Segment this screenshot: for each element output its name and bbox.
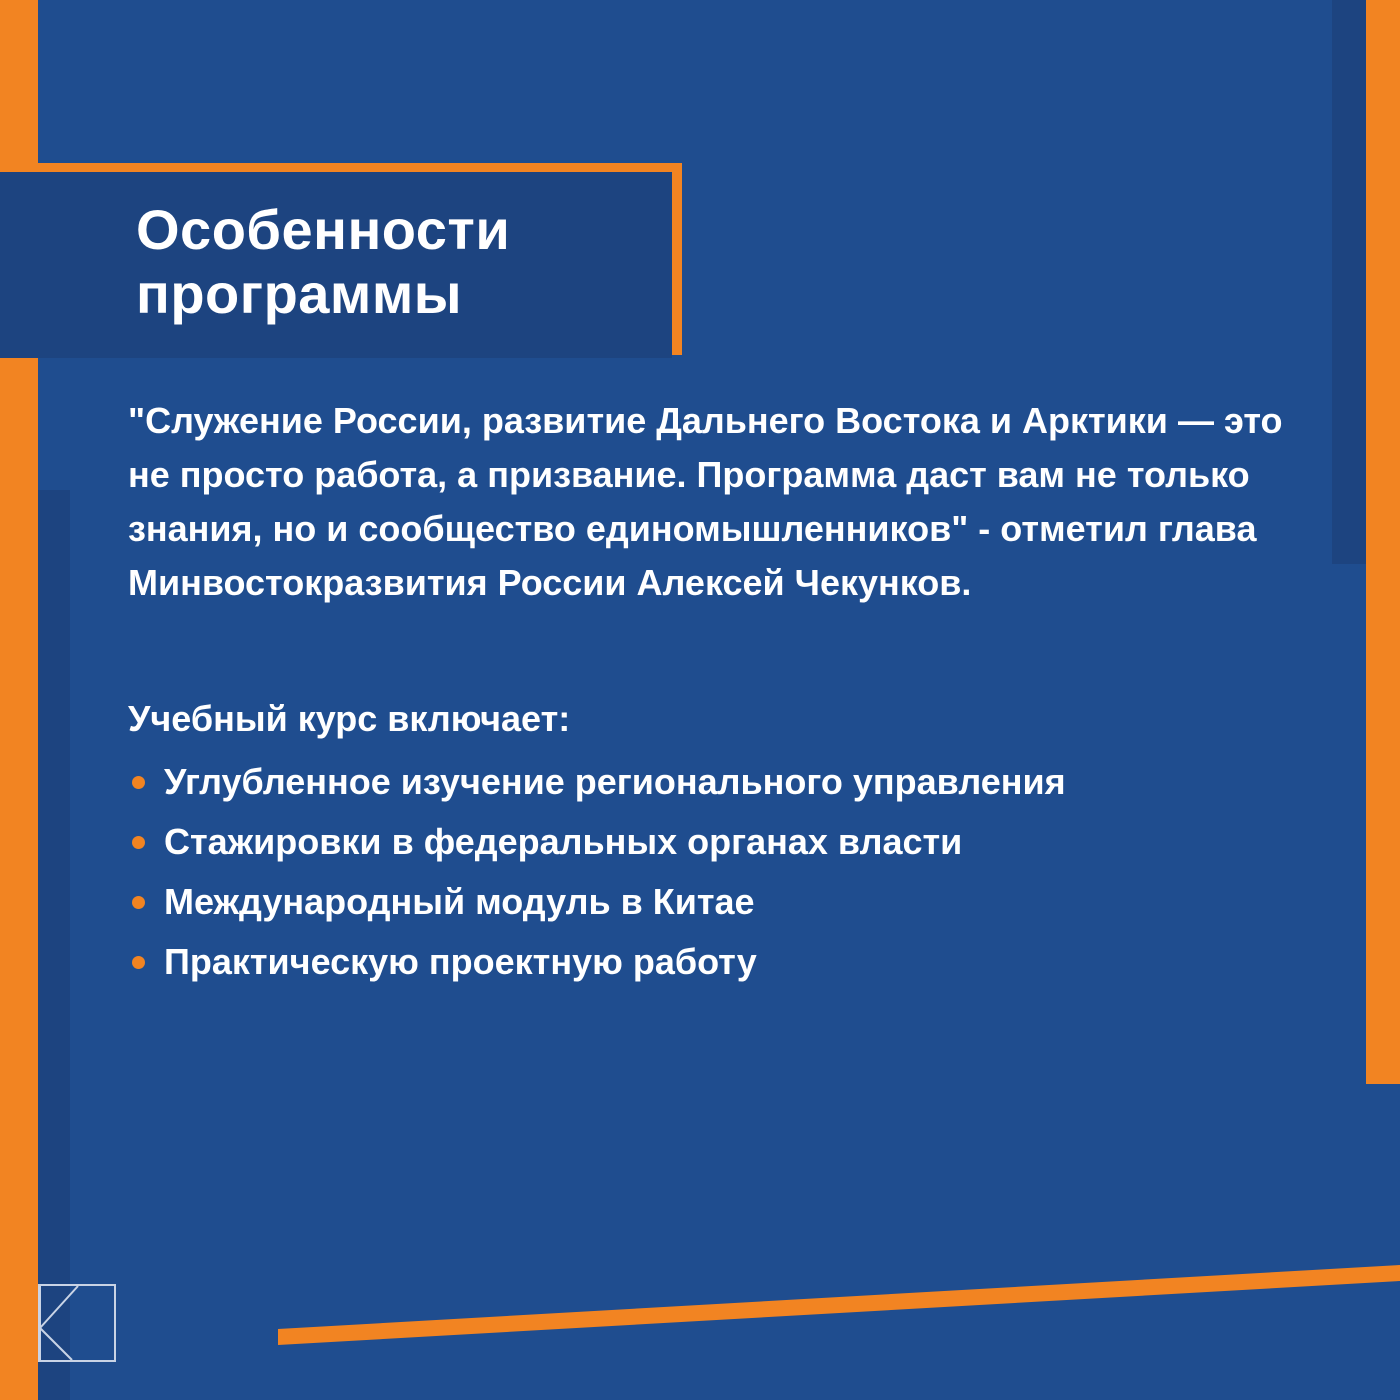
list-item [128, 812, 1308, 872]
course-list [128, 752, 1308, 992]
right-dark-stripe [1332, 0, 1370, 564]
k-logo-icon [38, 1284, 116, 1362]
bullet-icon [132, 896, 145, 909]
list-item-label: Углубленное изучение регионального управления [164, 761, 1066, 802]
page-title: Особенности программы [136, 198, 511, 325]
right-orange-stripe [1366, 0, 1400, 1084]
quote-text: "Служение России, развитие Дальнего Востока и Арктики — это не просто работа, а призвание. Программа даст вам не только знания, но и сообщество единомышленников" - отметил глава Минвостокразвития России Алексей Чекунков. [128, 400, 1283, 603]
bullet-icon [132, 956, 145, 969]
bullet-icon [132, 776, 145, 789]
bottom-orange-stripe [278, 1265, 1400, 1345]
list-item-label: Практическую проектную работу [164, 941, 757, 982]
bullet-icon [132, 836, 145, 849]
title-frame-right [672, 163, 682, 355]
list-item-label: Международный модуль в Китае [164, 881, 755, 922]
list-item [128, 872, 1308, 932]
list-item [128, 932, 1308, 992]
list-item-label: Стажировки в федеральных органах власти [164, 821, 963, 862]
course-heading: Учебный курс включает: [128, 698, 571, 739]
list-item [128, 752, 1308, 812]
